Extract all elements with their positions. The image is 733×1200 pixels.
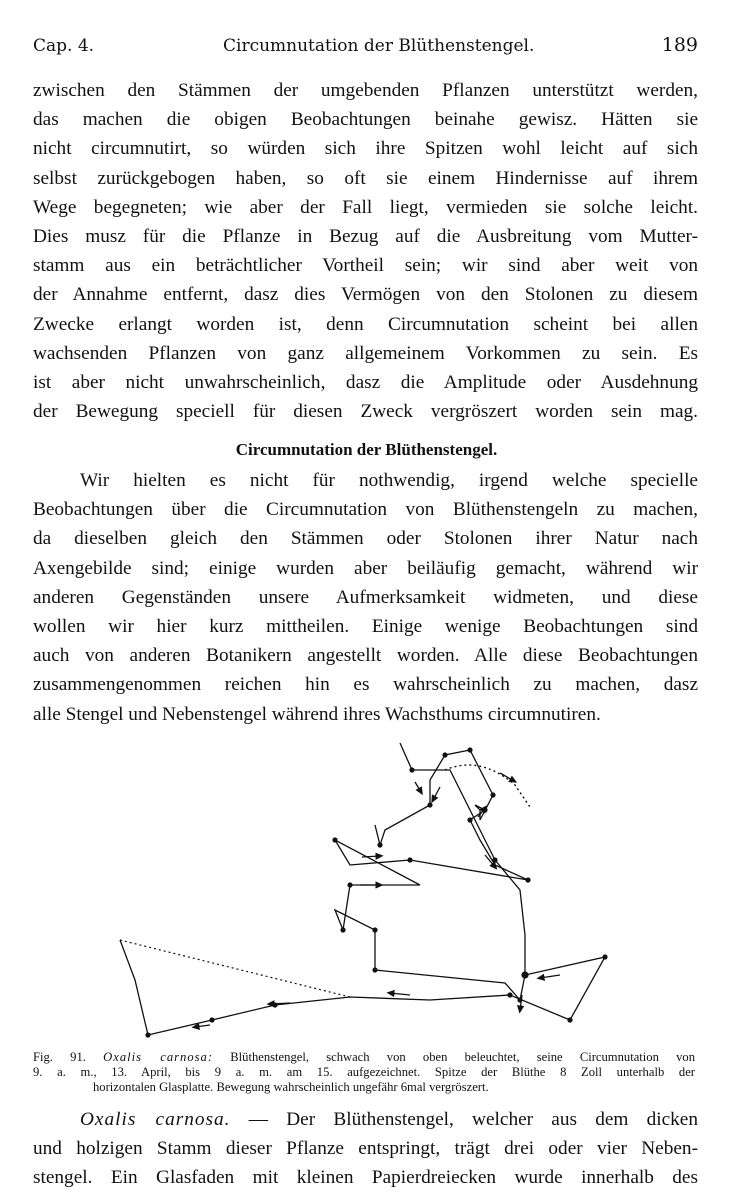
trace-arrow [433,787,440,800]
trace-arrow [195,1025,210,1027]
text-line: zusammengenommen reichen hin es wahrscheinlich zu machen, dasz [33,674,698,696]
text-line: und holzigen Stamm dieser Pflanze entspringt, trägt drei oder vier Neben- [33,1138,698,1160]
trace-dotted-start [120,940,350,997]
text-line: Zwecke erlangt worden ist, denn Circumnutation scheint bei allen [33,313,698,335]
text-line: das machen die obigen Beobachtungen beinahe gewisz. Hätten sie [33,109,698,131]
text-line: auch von anderen Botanikern angestellt worden. Alle diese Beobachtungen [33,645,698,667]
figure-label: Fig. 91. [33,1050,86,1064]
text-line: Wir hielten es nicht für nothwendig, irgend welche specielle [80,470,698,491]
trace-path [120,750,605,1035]
text-line: Beobachtungen über die Circumnutation von Blüthenstengeln zu machen, [33,499,698,521]
text-line: Wege begegneten; wie aber der Fall liegt, vermieden sie solche leicht. [33,196,698,218]
text-line: stamm aus ein beträchtlicher Vortheil sein; wir sind aber weit von [33,255,698,277]
running-header [33,30,698,62]
paragraph-flower-stems [33,466,698,729]
text-line: da dieselben gleich den Stämmen oder Stolonen ihrer Natur nach [33,528,698,550]
text-line: anderen Gegenständen unsere Aufmerksamkeit widmeten, und diese [33,586,698,608]
figure-species: Oxalis carnosa: [103,1050,214,1064]
trace-arrow [540,975,560,978]
page-number: 189 [661,34,698,56]
caption-text: Blüthenstengel, schwach von oben beleuchtet, seine Circumnutation von [230,1050,695,1064]
text-line: der Bewegung speciell für diesen Zweck vergröszert worden sein mag. [33,401,698,423]
text-line: zwischen den Stämmen der umgebenden Pflanzen unterstützt werden, [33,80,698,101]
text-line: selbst zurückgebogen haben, so oft sie einem Hindernisse auf ihrem [33,167,698,189]
species-name: Oxalis carnosa. [80,1109,231,1130]
trace-arrow [415,782,421,792]
text-line: — Der Blüthenstengel, welcher aus dem dicken [248,1109,699,1130]
text-line: der Annahme entfernt, dasz dies Vermögen von den Stolonen zu diesem [33,284,698,306]
observation-points [145,747,607,1037]
text-line: alle Stengel und Nebenstengel während ihres Wachsthums circumnutiren. [33,703,601,725]
figure-91-circumnutation-trace [100,735,630,1045]
text-line: wachsenden Pflanzen von ganz allgemeinem Vorkommen zu sein. Es [33,342,698,364]
trace-arrow [500,773,514,781]
paragraph-continuation [33,76,698,426]
trace-arrow [390,993,410,995]
caption-text: horizontalen Glasplatte. Bewegung wahrscheinlich ungefähr 6mal vergröszert. [93,1080,489,1095]
text-line: stengel. Ein Glasfaden mit kleinen Papierdreiecken wurde innerhalb des [33,1167,698,1189]
text-line: ist aber nicht unwahrscheinlich, dasz die Amplitude oder Ausdehnung [33,372,698,394]
paragraph-oxalis [33,1105,698,1193]
section-heading: Circumnutation der Blüthenstengel. [235,440,498,459]
text-line: nicht circumnutirt, so würden sich ihre Spitzen wohl leicht auf sich [33,138,698,160]
running-title: Circumnutation der Blüthenstengel. [223,36,535,56]
text-line: Axengebilde sind; einige wurden aber beiläufig gemacht, während wir [33,557,698,579]
text-line: wollen wir hier kurz mittheilen. Einige wenige Beobachtungen sind [33,616,698,638]
caption-text: 9. a. m., 13. April, bis 9 a. m. am 15. aufgezeichnet. Spitze der Blüthe 8 Zoll unterhalb der [33,1065,695,1080]
figure-caption [33,1050,695,1096]
text-line: Dies musz für die Pflanze in Bezug auf die Ausbreitung vom Mutter- [33,226,698,248]
trace-path-lower [400,743,525,975]
chapter-label: Cap. 4. [33,36,95,56]
